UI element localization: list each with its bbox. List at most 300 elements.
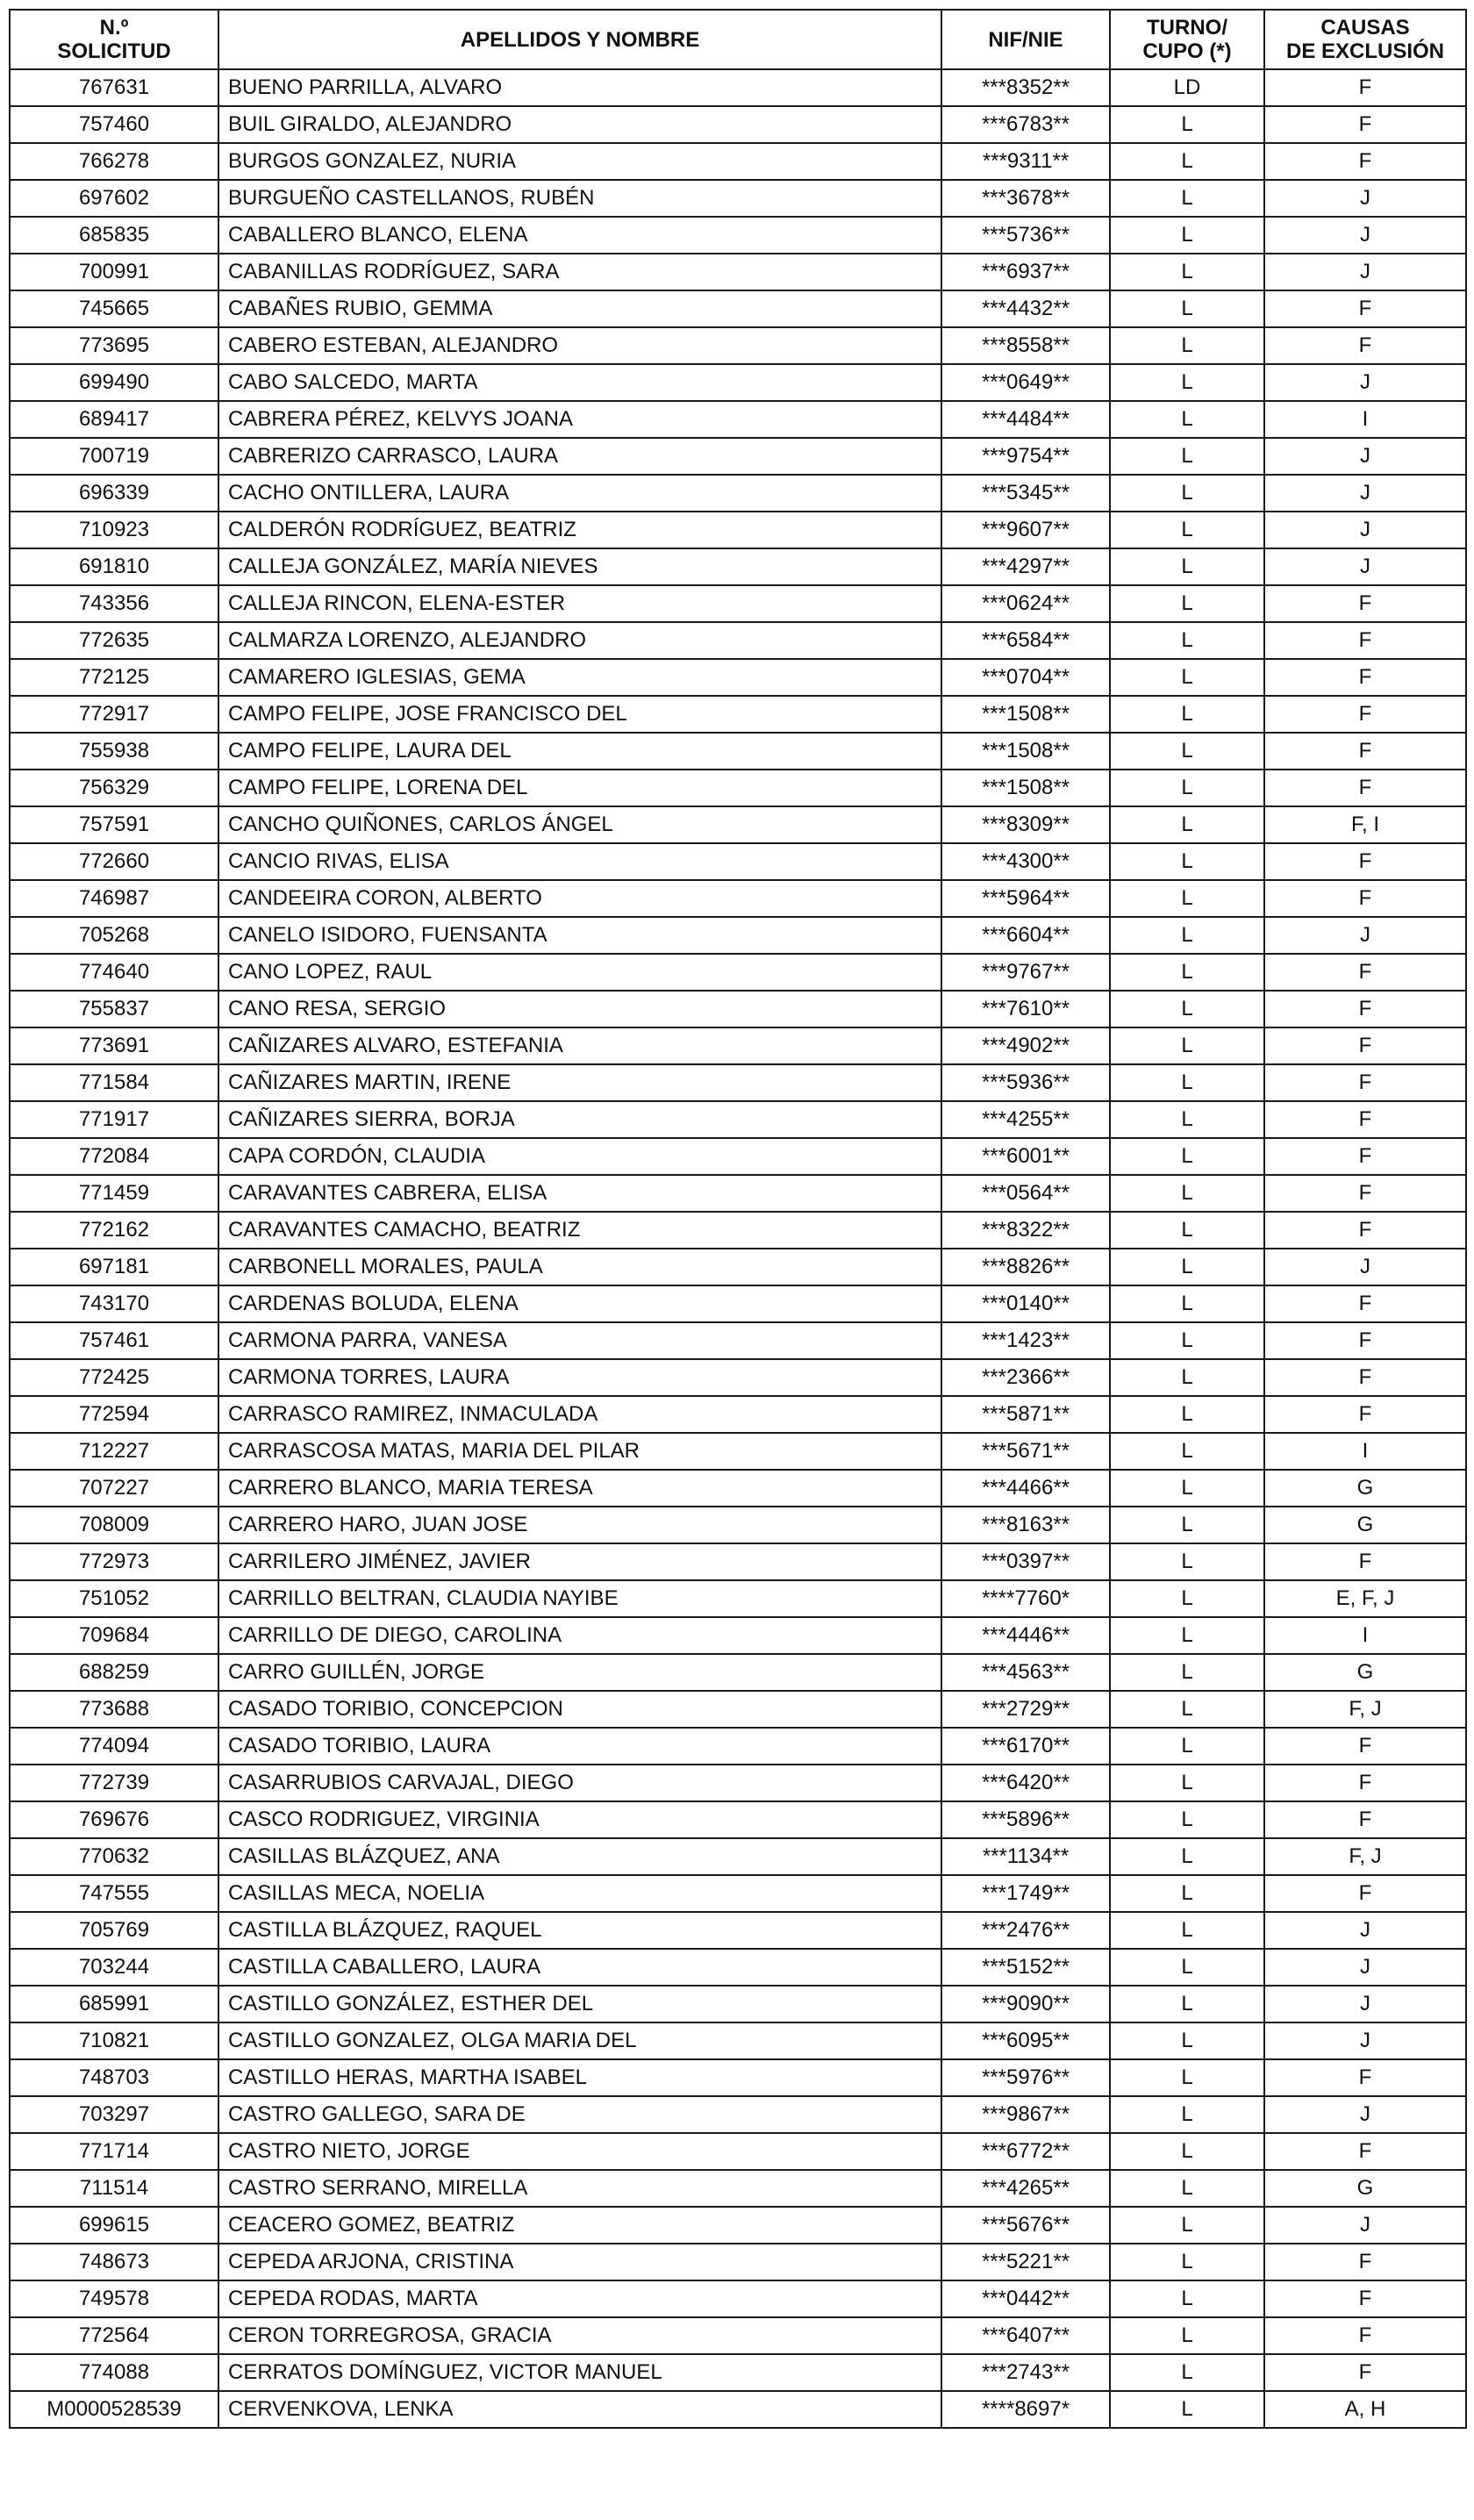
cell-nif: ***4432** — [941, 290, 1110, 327]
cell-nif: ***1749** — [941, 1875, 1110, 1912]
cell-nombre: CALMARZA LORENZO, ALEJANDRO — [218, 622, 941, 659]
cell-solicitud: 757591 — [10, 806, 218, 843]
table-row — [10, 1801, 1466, 1838]
table-row — [10, 548, 1466, 585]
cell-turno: L — [1110, 1986, 1264, 2022]
table-row — [10, 2059, 1466, 2096]
cell-solicitud: 699490 — [10, 364, 218, 401]
cell-solicitud: 772125 — [10, 659, 218, 696]
cell-solicitud: 771584 — [10, 1064, 218, 1101]
cell-solicitud: 711514 — [10, 2170, 218, 2207]
table-row — [10, 254, 1466, 290]
cell-solicitud: 697181 — [10, 1249, 218, 1285]
cell-nif: ***9867** — [941, 2096, 1110, 2133]
table-row — [10, 2133, 1466, 2170]
cell-turno: L — [1110, 1285, 1264, 1322]
cell-nombre: CASADO TORIBIO, CONCEPCION — [218, 1691, 941, 1728]
cell-nombre: CAMPO FELIPE, JOSE FRANCISCO DEL — [218, 696, 941, 733]
cell-solicitud: 748673 — [10, 2244, 218, 2280]
cell-solicitud: 703244 — [10, 1949, 218, 1986]
cell-causas: J — [1264, 1986, 1466, 2022]
cell-nombre: CABALLERO BLANCO, ELENA — [218, 217, 941, 254]
cell-solicitud: 749578 — [10, 2280, 218, 2317]
cell-nombre: CASTRO SERRANO, MIRELLA — [218, 2170, 941, 2207]
cell-nombre: CERON TORREGROSA, GRACIA — [218, 2317, 941, 2354]
cell-solicitud: 748703 — [10, 2059, 218, 2096]
table-row — [10, 475, 1466, 512]
cell-turno: L — [1110, 2354, 1264, 2391]
cell-nombre: CARAVANTES CABRERA, ELISA — [218, 1175, 941, 1212]
cell-nombre: CASTRO NIETO, JORGE — [218, 2133, 941, 2170]
table-row — [10, 917, 1466, 954]
cell-solicitud: 773691 — [10, 1027, 218, 1064]
cell-turno: L — [1110, 1580, 1264, 1617]
cell-causas: G — [1264, 1507, 1466, 1543]
cell-solicitud: 767631 — [10, 69, 218, 106]
table-row — [10, 1507, 1466, 1543]
cell-solicitud: 772594 — [10, 1396, 218, 1433]
cell-causas: F — [1264, 1285, 1466, 1322]
cell-turno: L — [1110, 2059, 1264, 2096]
cell-solicitud: 771459 — [10, 1175, 218, 1212]
table-row — [10, 843, 1466, 880]
cell-solicitud: 710923 — [10, 512, 218, 548]
cell-causas: F, J — [1264, 1691, 1466, 1728]
cell-solicitud: 773695 — [10, 327, 218, 364]
cell-causas: J — [1264, 2096, 1466, 2133]
cell-turno: L — [1110, 1322, 1264, 1359]
cell-causas: I — [1264, 1433, 1466, 1470]
cell-turno: L — [1110, 1212, 1264, 1249]
cell-turno: L — [1110, 770, 1264, 806]
table-row — [10, 1249, 1466, 1285]
cell-causas: F — [1264, 1765, 1466, 1801]
cell-turno: L — [1110, 1101, 1264, 1138]
cell-nif: ***1134** — [941, 1838, 1110, 1875]
cell-causas: J — [1264, 1949, 1466, 1986]
header-solicitud: N.º SOLICITUD — [10, 10, 218, 69]
table-row — [10, 290, 1466, 327]
table-row — [10, 696, 1466, 733]
table-row — [10, 954, 1466, 991]
cell-nif: ***5152** — [941, 1949, 1110, 1986]
cell-solicitud: 705268 — [10, 917, 218, 954]
cell-nombre: BUENO PARRILLA, ALVARO — [218, 69, 941, 106]
cell-nif: ***6783** — [941, 106, 1110, 143]
cell-causas: F — [1264, 1064, 1466, 1101]
cell-nif: ***0442** — [941, 2280, 1110, 2317]
table-row — [10, 991, 1466, 1027]
cell-nif: ***5671** — [941, 1433, 1110, 1470]
cell-nombre: CARMONA PARRA, VANESA — [218, 1322, 941, 1359]
cell-solicitud: 709684 — [10, 1617, 218, 1654]
cell-solicitud: 772635 — [10, 622, 218, 659]
cell-nombre: CEACERO GOMEZ, BEATRIZ — [218, 2207, 941, 2244]
cell-nif: ***0140** — [941, 1285, 1110, 1322]
cell-nif: ***4466** — [941, 1470, 1110, 1507]
cell-turno: L — [1110, 2096, 1264, 2133]
cell-nombre: CERRATOS DOMÍNGUEZ, VICTOR MANUEL — [218, 2354, 941, 2391]
cell-turno: L — [1110, 2244, 1264, 2280]
cell-solicitud: 772425 — [10, 1359, 218, 1396]
cell-solicitud: 771917 — [10, 1101, 218, 1138]
cell-causas: F — [1264, 143, 1466, 180]
cell-nombre: CASILLAS MECA, NOELIA — [218, 1875, 941, 1912]
table-row — [10, 1101, 1466, 1138]
cell-turno: L — [1110, 180, 1264, 217]
cell-turno: L — [1110, 1396, 1264, 1433]
cell-causas: J — [1264, 217, 1466, 254]
cell-nif: ***5221** — [941, 2244, 1110, 2280]
cell-nombre: CAÑIZARES ALVARO, ESTEFANIA — [218, 1027, 941, 1064]
cell-turno: L — [1110, 1617, 1264, 1654]
cell-nif: ***9607** — [941, 512, 1110, 548]
table-row — [10, 1543, 1466, 1580]
cell-nombre: CARRO GUILLÉN, JORGE — [218, 1654, 941, 1691]
table-row — [10, 1322, 1466, 1359]
cell-turno: L — [1110, 1433, 1264, 1470]
cell-nif: ***6420** — [941, 1765, 1110, 1801]
cell-solicitud: 774094 — [10, 1728, 218, 1765]
cell-nombre: CASTILLA CABALLERO, LAURA — [218, 1949, 941, 1986]
table-row — [10, 1580, 1466, 1617]
cell-solicitud: 708009 — [10, 1507, 218, 1543]
cell-solicitud: 769676 — [10, 1801, 218, 1838]
cell-causas: F — [1264, 2244, 1466, 2280]
cell-nif: ***6001** — [941, 1138, 1110, 1175]
table-row — [10, 364, 1466, 401]
cell-nif: ***9311** — [941, 143, 1110, 180]
cell-nombre: CAÑIZARES SIERRA, BORJA — [218, 1101, 941, 1138]
cell-causas: J — [1264, 1249, 1466, 1285]
exclusion-list-table — [9, 9, 1467, 2429]
cell-turno: L — [1110, 1875, 1264, 1912]
cell-solicitud: 772739 — [10, 1765, 218, 1801]
cell-turno: L — [1110, 1175, 1264, 1212]
cell-causas: F — [1264, 106, 1466, 143]
cell-nif: ***6407** — [941, 2317, 1110, 2354]
cell-causas: F — [1264, 991, 1466, 1027]
cell-nif: ****7760* — [941, 1580, 1110, 1617]
table-row — [10, 512, 1466, 548]
table-header — [10, 10, 1466, 69]
cell-causas: F — [1264, 1875, 1466, 1912]
table-row — [10, 106, 1466, 143]
cell-turno: L — [1110, 438, 1264, 475]
cell-turno: L — [1110, 1765, 1264, 1801]
cell-nif: ***4255** — [941, 1101, 1110, 1138]
cell-nombre: CABANILLAS RODRÍGUEZ, SARA — [218, 254, 941, 290]
header-nombre: APELLIDOS Y NOMBRE — [218, 10, 941, 69]
cell-solicitud: 755938 — [10, 733, 218, 770]
cell-solicitud: 685991 — [10, 1986, 218, 2022]
cell-turno: L — [1110, 1249, 1264, 1285]
cell-turno: L — [1110, 475, 1264, 512]
table-row — [10, 1617, 1466, 1654]
cell-turno: L — [1110, 2207, 1264, 2244]
cell-nif: ***0704** — [941, 659, 1110, 696]
cell-turno: L — [1110, 512, 1264, 548]
cell-solicitud: 710821 — [10, 2022, 218, 2059]
cell-causas: F — [1264, 622, 1466, 659]
cell-causas: F — [1264, 1138, 1466, 1175]
cell-solicitud: 751052 — [10, 1580, 218, 1617]
cell-nif: ***6937** — [941, 254, 1110, 290]
table-row — [10, 585, 1466, 622]
cell-turno: L — [1110, 1801, 1264, 1838]
cell-nif: ***4265** — [941, 2170, 1110, 2207]
cell-nombre: BUIL GIRALDO, ALEJANDRO — [218, 106, 941, 143]
cell-nif: ***5676** — [941, 2207, 1110, 2244]
cell-solicitud: 773688 — [10, 1691, 218, 1728]
cell-solicitud: 756329 — [10, 770, 218, 806]
cell-causas: F — [1264, 1322, 1466, 1359]
cell-nombre: CAPA CORDÓN, CLAUDIA — [218, 1138, 941, 1175]
cell-solicitud: 757460 — [10, 106, 218, 143]
cell-solicitud: 772917 — [10, 696, 218, 733]
cell-causas: J — [1264, 548, 1466, 585]
cell-nombre: BURGUEÑO CASTELLANOS, RUBÉN — [218, 180, 941, 217]
cell-causas: F — [1264, 696, 1466, 733]
cell-nombre: CABAÑES RUBIO, GEMMA — [218, 290, 941, 327]
cell-nif: ***8309** — [941, 806, 1110, 843]
cell-solicitud: 688259 — [10, 1654, 218, 1691]
cell-turno: L — [1110, 2133, 1264, 2170]
cell-causas: F — [1264, 1212, 1466, 1249]
cell-causas: J — [1264, 180, 1466, 217]
cell-solicitud: 700991 — [10, 254, 218, 290]
table-row — [10, 1396, 1466, 1433]
table-row — [10, 2207, 1466, 2244]
table-row — [10, 180, 1466, 217]
cell-nif: ***0397** — [941, 1543, 1110, 1580]
cell-turno: L — [1110, 106, 1264, 143]
cell-nif: ***5345** — [941, 475, 1110, 512]
cell-turno: L — [1110, 1654, 1264, 1691]
cell-nif: ***7610** — [941, 991, 1110, 1027]
cell-causas: F — [1264, 770, 1466, 806]
cell-nif: ***9767** — [941, 954, 1110, 991]
cell-turno: L — [1110, 1507, 1264, 1543]
cell-solicitud: 772162 — [10, 1212, 218, 1249]
cell-nif: ***0649** — [941, 364, 1110, 401]
cell-nif: ***8826** — [941, 1249, 1110, 1285]
cell-turno: L — [1110, 254, 1264, 290]
cell-turno: L — [1110, 1838, 1264, 1875]
cell-solicitud: 700719 — [10, 438, 218, 475]
cell-causas: F — [1264, 843, 1466, 880]
cell-nombre: CAMPO FELIPE, LORENA DEL — [218, 770, 941, 806]
table-row — [10, 327, 1466, 364]
cell-nombre: CARMONA TORRES, LAURA — [218, 1359, 941, 1396]
cell-nombre: CAMARERO IGLESIAS, GEMA — [218, 659, 941, 696]
cell-nombre: CANCIO RIVAS, ELISA — [218, 843, 941, 880]
table-row — [10, 2317, 1466, 2354]
cell-solicitud: 755837 — [10, 991, 218, 1027]
cell-turno: L — [1110, 1027, 1264, 1064]
cell-nombre: CERVENKOVA, LENKA — [218, 2391, 941, 2428]
cell-causas: F — [1264, 2354, 1466, 2391]
cell-causas: F — [1264, 290, 1466, 327]
cell-nif: ***0564** — [941, 1175, 1110, 1212]
cell-nif: ***6604** — [941, 917, 1110, 954]
cell-nombre: CACHO ONTILLERA, LAURA — [218, 475, 941, 512]
cell-nif: ***2729** — [941, 1691, 1110, 1728]
cell-causas: J — [1264, 1912, 1466, 1949]
cell-turno: L — [1110, 2280, 1264, 2317]
cell-causas: G — [1264, 1654, 1466, 1691]
header-turno: TURNO/ CUPO (*) — [1110, 10, 1264, 69]
table-row — [10, 2280, 1466, 2317]
cell-nif: ***2743** — [941, 2354, 1110, 2391]
cell-turno: L — [1110, 1728, 1264, 1765]
cell-turno: L — [1110, 2022, 1264, 2059]
cell-nif: ***2366** — [941, 1359, 1110, 1396]
table-row — [10, 1912, 1466, 1949]
cell-nif: ***4563** — [941, 1654, 1110, 1691]
cell-turno: L — [1110, 1470, 1264, 1507]
cell-turno: L — [1110, 1691, 1264, 1728]
cell-nombre: CASTILLA BLÁZQUEZ, RAQUEL — [218, 1912, 941, 1949]
cell-nombre: CABERO ESTEBAN, ALEJANDRO — [218, 327, 941, 364]
cell-solicitud: 699615 — [10, 2207, 218, 2244]
cell-solicitud: M0000528539 — [10, 2391, 218, 2428]
cell-turno: L — [1110, 1064, 1264, 1101]
cell-nif: ***5736** — [941, 217, 1110, 254]
cell-solicitud: 774088 — [10, 2354, 218, 2391]
cell-nombre: CASADO TORIBIO, LAURA — [218, 1728, 941, 1765]
cell-nombre: CARRILERO JIMÉNEZ, JAVIER — [218, 1543, 941, 1580]
cell-turno: LD — [1110, 69, 1264, 106]
table-row — [10, 2354, 1466, 2391]
cell-causas: J — [1264, 512, 1466, 548]
cell-causas: F — [1264, 1728, 1466, 1765]
cell-causas: F — [1264, 1101, 1466, 1138]
cell-nif: ***1508** — [941, 733, 1110, 770]
cell-nombre: CEPEDA ARJONA, CRISTINA — [218, 2244, 941, 2280]
cell-nif: ***9090** — [941, 1986, 1110, 2022]
cell-nif: ***6772** — [941, 2133, 1110, 2170]
cell-causas: F — [1264, 733, 1466, 770]
cell-nif: ***3678** — [941, 180, 1110, 217]
cell-nombre: CANDEEIRA CORON, ALBERTO — [218, 880, 941, 917]
cell-causas: F — [1264, 1359, 1466, 1396]
cell-solicitud: 772660 — [10, 843, 218, 880]
table-row — [10, 1949, 1466, 1986]
table-row — [10, 1138, 1466, 1175]
cell-causas: E, F, J — [1264, 1580, 1466, 1617]
cell-nombre: CASTRO GALLEGO, SARA DE — [218, 2096, 941, 2133]
cell-solicitud: 705769 — [10, 1912, 218, 1949]
cell-nombre: BURGOS GONZALEZ, NURIA — [218, 143, 941, 180]
table-row — [10, 1691, 1466, 1728]
cell-nif: ***0624** — [941, 585, 1110, 622]
cell-solicitud: 746987 — [10, 880, 218, 917]
cell-nif: ****8697* — [941, 2391, 1110, 2428]
header-causas: CAUSAS DE EXCLUSIÓN — [1264, 10, 1466, 69]
cell-causas: F — [1264, 1027, 1466, 1064]
cell-nif: ***1508** — [941, 696, 1110, 733]
cell-nombre: CARRASCO RAMIREZ, INMACULADA — [218, 1396, 941, 1433]
cell-nif: ***6095** — [941, 2022, 1110, 2059]
table-row — [10, 2244, 1466, 2280]
table-row — [10, 1433, 1466, 1470]
cell-causas: G — [1264, 2170, 1466, 2207]
cell-solicitud: 685835 — [10, 217, 218, 254]
table-row — [10, 1285, 1466, 1322]
cell-nombre: CANELO ISIDORO, FUENSANTA — [218, 917, 941, 954]
cell-causas: F — [1264, 1801, 1466, 1838]
cell-nif: ***4300** — [941, 843, 1110, 880]
cell-turno: L — [1110, 143, 1264, 180]
cell-solicitud: 703297 — [10, 2096, 218, 2133]
cell-turno: L — [1110, 991, 1264, 1027]
cell-turno: L — [1110, 364, 1264, 401]
cell-nombre: CASTILLO GONZALEZ, OLGA MARIA DEL — [218, 2022, 941, 2059]
table-row — [10, 1175, 1466, 1212]
cell-nif: ***5871** — [941, 1396, 1110, 1433]
table-row — [10, 217, 1466, 254]
cell-causas: F — [1264, 327, 1466, 364]
cell-causas: F — [1264, 2059, 1466, 2096]
cell-solicitud: 772084 — [10, 1138, 218, 1175]
cell-causas: J — [1264, 254, 1466, 290]
cell-nif: ***9754** — [941, 438, 1110, 475]
cell-nif: ***6170** — [941, 1728, 1110, 1765]
cell-solicitud: 774640 — [10, 954, 218, 991]
cell-solicitud: 712227 — [10, 1433, 218, 1470]
table-row — [10, 1470, 1466, 1507]
cell-solicitud: 771714 — [10, 2133, 218, 2170]
cell-turno: L — [1110, 1912, 1264, 1949]
header-row — [10, 10, 1466, 69]
cell-nombre: CASTILLO GONZÁLEZ, ESTHER DEL — [218, 1986, 941, 2022]
cell-nif: ***4484** — [941, 401, 1110, 438]
cell-solicitud: 707227 — [10, 1470, 218, 1507]
cell-turno: L — [1110, 2391, 1264, 2428]
cell-turno: L — [1110, 806, 1264, 843]
cell-solicitud: 743170 — [10, 1285, 218, 1322]
cell-causas: F — [1264, 1175, 1466, 1212]
cell-nombre: CARRILLO BELTRAN, CLAUDIA NAYIBE — [218, 1580, 941, 1617]
cell-causas: J — [1264, 438, 1466, 475]
table-row — [10, 659, 1466, 696]
table-row — [10, 1064, 1466, 1101]
cell-nombre: CANO RESA, SERGIO — [218, 991, 941, 1027]
cell-causas: J — [1264, 2022, 1466, 2059]
cell-nombre: CARRASCOSA MATAS, MARIA DEL PILAR — [218, 1433, 941, 1470]
cell-nif: ***6584** — [941, 622, 1110, 659]
cell-nombre: CARDENAS BOLUDA, ELENA — [218, 1285, 941, 1322]
cell-turno: L — [1110, 1543, 1264, 1580]
cell-solicitud: 691810 — [10, 548, 218, 585]
cell-causas: J — [1264, 2207, 1466, 2244]
cell-turno: L — [1110, 290, 1264, 327]
cell-nif: ***4446** — [941, 1617, 1110, 1654]
cell-causas: F — [1264, 659, 1466, 696]
cell-nif: ***5964** — [941, 880, 1110, 917]
cell-turno: L — [1110, 1949, 1264, 1986]
cell-causas: F — [1264, 1396, 1466, 1433]
cell-causas: F — [1264, 69, 1466, 106]
table-row — [10, 1765, 1466, 1801]
cell-solicitud: 757461 — [10, 1322, 218, 1359]
cell-nif: ***5976** — [941, 2059, 1110, 2096]
cell-nombre: CALDERÓN RODRÍGUEZ, BEATRIZ — [218, 512, 941, 548]
table-row — [10, 622, 1466, 659]
table-row — [10, 733, 1466, 770]
cell-solicitud: 772564 — [10, 2317, 218, 2354]
